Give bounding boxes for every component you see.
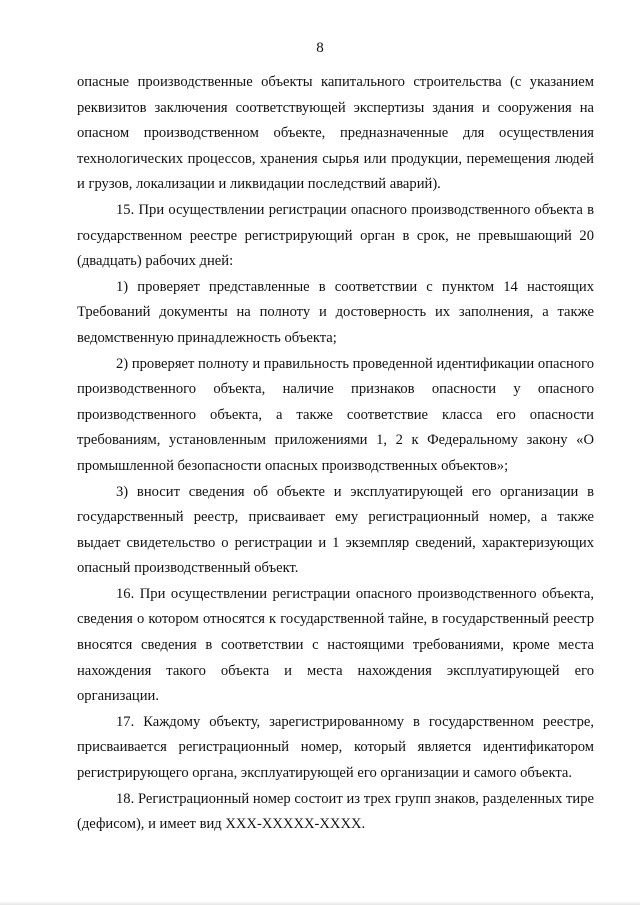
page-number: 8	[316, 40, 324, 56]
paragraph-item-17: 17. Каждому объекту, зарегистрированному в государственном реестре, присваивается регистрационный номер, который является идентификатором регистрирующего органа, эксплуатирующей его организации и самого объекта.	[77, 713, 594, 782]
scan-bottom-edge	[0, 901, 640, 905]
document-body	[77, 70, 594, 838]
paragraph-item-16: 16. При осуществлении регистрации опасного производственного объекта, сведения о котором относятся к государственной тайне, в государственный реестр вносятся сведения в соответствии с настоящими требованиями, кроме места нахождения такого объекта и места нахождения эксплуатирующей его организации.	[77, 585, 594, 705]
paragraph-continuation: опасные производственные объекты капитального строительства (с указанием реквизитов заключения соответствующей экспертизы здания и сооружения на опасном производственном объекте, предназначенные для осуществления технологических процессов, хранения сырья или продукции, перемещения людей и грузов, локализации и ликвидации последствий аварий).	[77, 74, 594, 193]
paragraph-subitem-3: 3) вносит сведения об объекте и эксплуатирующей его организации в государственный реестр, присваивает ему регистрационный номер, а также выдает свидетельство о регистрации и 1 экземпляр сведений, характеризующих опасный производственный объект.	[77, 483, 594, 577]
paragraph-item-15: 15. При осуществлении регистрации опасного производственного объекта в государственном реестре регистрирующий орган в срок, не превышающий 20 (двадцать) рабочих дней:	[77, 201, 594, 270]
paragraph-item-18: 18. Регистрационный номер состоит из трех групп знаков, разделенных тире (дефисом), и имеет вид ХХХ-ХХХХХ-ХХХХ.	[77, 790, 594, 833]
paragraph-subitem-1: 1) проверяет представленные в соответствии с пунктом 14 настоящих Требований документы на полноту и достоверность их заполнения, а также ведомственную принадлежность объекта;	[77, 278, 594, 346]
paragraph-subitem-2: 2) проверяет полноту и правильность проведенной идентификации опасного производственного объекта, наличие признаков опасности у опасного производственного объекта, а также соответствие класса его опасности требованиям, установленным приложениями 1, 2 к Федеральному закону «О промышленной безопасности опасных производственных объектов»;	[77, 355, 594, 474]
